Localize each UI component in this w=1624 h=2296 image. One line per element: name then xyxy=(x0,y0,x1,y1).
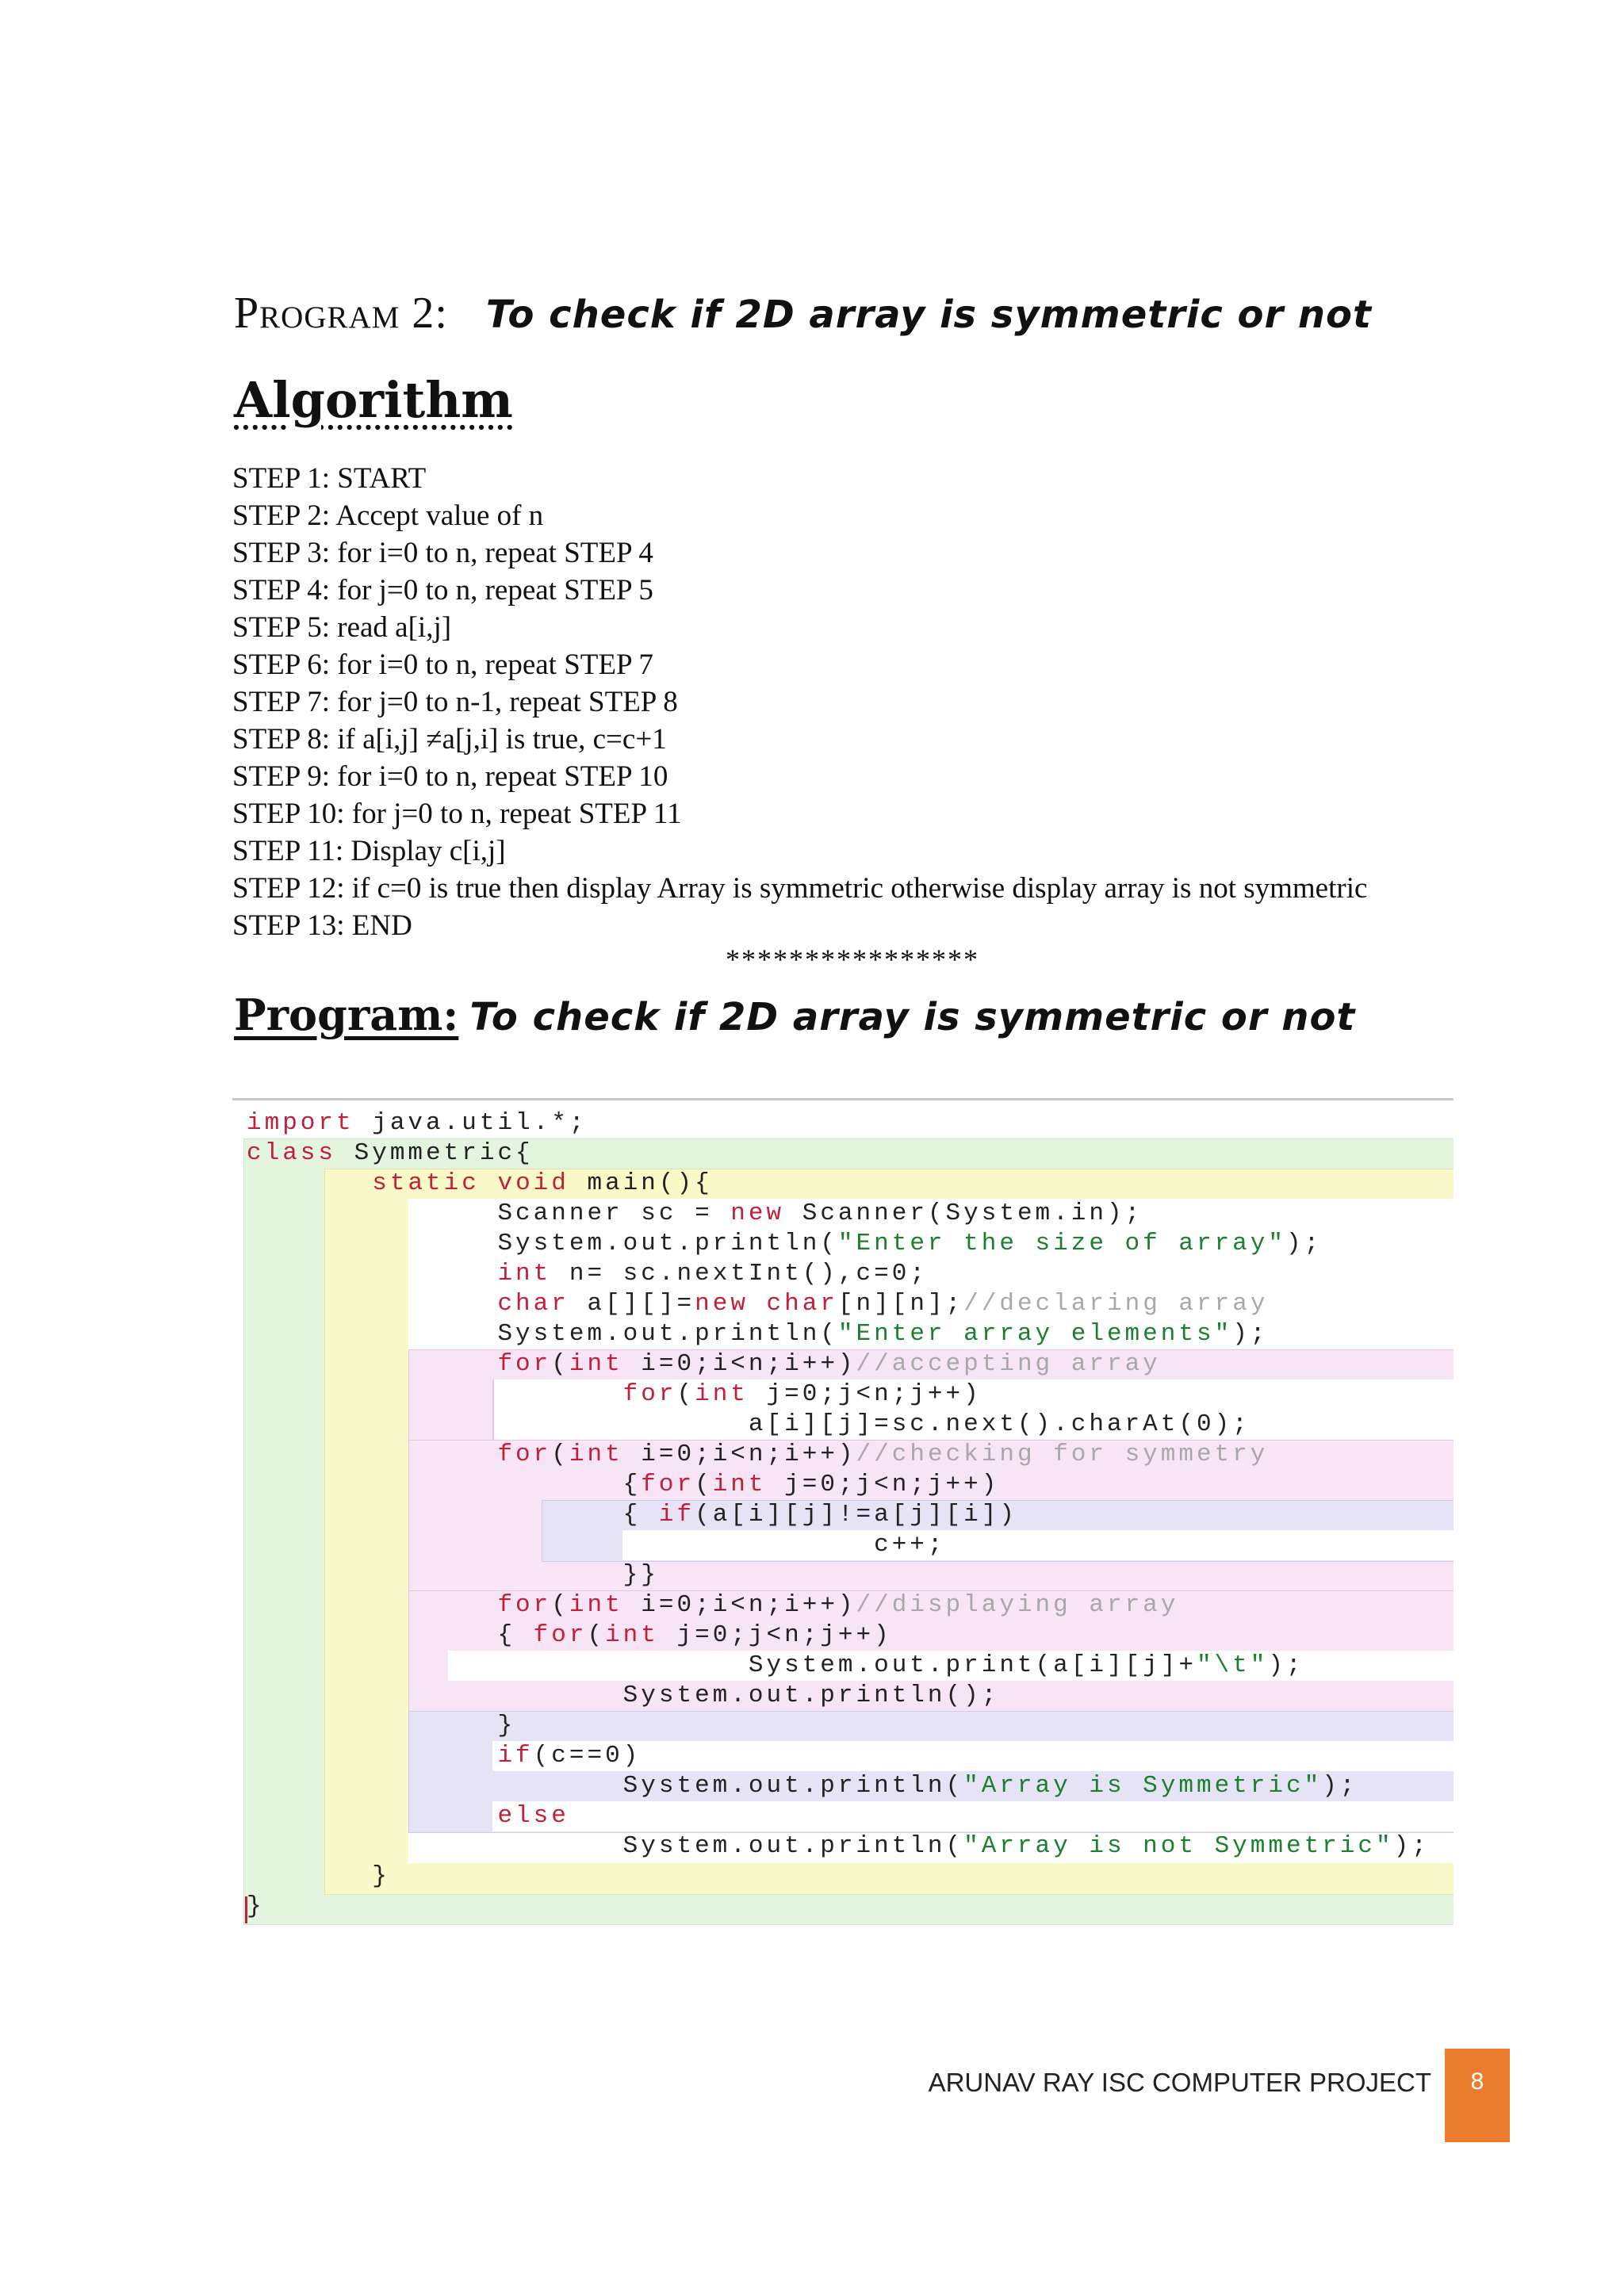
code-token: i=0;i<n;i++) xyxy=(622,1591,856,1619)
code-token: for xyxy=(641,1471,695,1498)
algorithm-step: STEP 12: if c=0 is true then display Array is symmetric otherwise display array is not symmetric xyxy=(232,872,1368,905)
code-token: System.out.println( xyxy=(247,1832,964,1860)
code-token: //accepting array xyxy=(856,1350,1161,1378)
algorithm-step: STEP 5: read a[i,j] xyxy=(232,611,452,644)
algorithm-step: STEP 7: for j=0 to n-1, repeat STEP 8 xyxy=(232,686,678,718)
code-token xyxy=(749,1290,767,1318)
program-label: Program: xyxy=(234,989,459,1040)
code-token: (a[i][j]!=a[j][i]) xyxy=(695,1501,1017,1529)
code-token: } xyxy=(247,1892,265,1920)
code-token: new xyxy=(695,1290,749,1318)
code-line xyxy=(247,1259,1430,1289)
code-token: [n][n]; xyxy=(837,1290,964,1318)
code-token: "Enter array elements" xyxy=(837,1320,1233,1348)
code-line xyxy=(247,1470,1430,1500)
code-token xyxy=(247,1742,497,1770)
program-heading-title: To check if 2D array is symmetric or not xyxy=(469,995,1356,1039)
code-token xyxy=(247,1802,497,1830)
code-token: for xyxy=(497,1591,552,1619)
code-token: import xyxy=(247,1109,354,1137)
program-heading xyxy=(234,983,1355,1047)
code-token: "Array is not Symmetric" xyxy=(963,1832,1394,1860)
code-token xyxy=(480,1169,498,1197)
code-line xyxy=(247,1410,1430,1440)
code-token: for xyxy=(622,1380,677,1408)
code-token: Scanner sc = xyxy=(247,1200,731,1227)
code-line xyxy=(247,1289,1430,1319)
algorithm-step: STEP 6: for i=0 to n, repeat STEP 7 xyxy=(232,649,653,681)
code-token: } xyxy=(247,1712,516,1739)
code-line xyxy=(247,1621,1430,1651)
code-token: static xyxy=(372,1169,480,1197)
code-token: ); xyxy=(1268,1651,1304,1679)
code-token: if xyxy=(497,1742,534,1770)
code-token: ); xyxy=(1393,1832,1430,1860)
code-line xyxy=(247,1711,1430,1741)
code-token: System.out.println( xyxy=(247,1230,838,1257)
code-token: main(){ xyxy=(569,1169,713,1197)
algorithm-step: STEP 4: for j=0 to n, repeat STEP 5 xyxy=(232,574,653,607)
code-token: int xyxy=(569,1441,623,1468)
code-token: class xyxy=(247,1139,337,1167)
algorithm-step: STEP 10: for j=0 to n, repeat STEP 11 xyxy=(232,798,682,830)
code-token: for xyxy=(533,1621,588,1649)
code-line xyxy=(247,1380,1430,1410)
code-token: "\t" xyxy=(1196,1651,1269,1679)
code-token: ); xyxy=(1285,1230,1323,1257)
code-token: for xyxy=(497,1441,552,1468)
code-token: char xyxy=(497,1290,569,1318)
code-line xyxy=(247,1801,1430,1831)
code-token: j=0;j<n;j++) xyxy=(748,1380,982,1408)
code-token: j=0;j<n;j++) xyxy=(658,1621,892,1649)
code-token: Symmetric{ xyxy=(336,1139,534,1167)
code-token: //declaring array xyxy=(963,1290,1269,1318)
code-line xyxy=(247,1651,1430,1681)
code-token: int xyxy=(497,1260,552,1288)
code-token: n= sc.nextInt(),c=0; xyxy=(551,1260,928,1288)
code-token: i=0;i<n;i++) xyxy=(622,1441,856,1468)
code-line xyxy=(247,1590,1430,1621)
algorithm-step: STEP 3: for i=0 to n, repeat STEP 4 xyxy=(232,537,653,569)
code-line xyxy=(247,1319,1430,1349)
code-token: ( xyxy=(587,1621,606,1649)
code-line xyxy=(247,1440,1430,1470)
separator-stars: **************** xyxy=(726,943,979,975)
page-number-badge: 8 xyxy=(1445,2049,1510,2142)
code-line xyxy=(247,1108,1430,1138)
code-line xyxy=(247,1169,1430,1199)
code-token: //checking for symmetry xyxy=(856,1441,1269,1468)
code-token: ); xyxy=(1322,1772,1358,1800)
code-line xyxy=(247,1138,1430,1169)
code-token: Scanner(System.in); xyxy=(784,1200,1143,1227)
code-line xyxy=(247,1199,1430,1229)
code-token: //displaying array xyxy=(856,1591,1179,1619)
code-line xyxy=(247,1741,1430,1771)
algorithm-step: STEP 11: Display c[i,j] xyxy=(232,835,506,867)
program-number: Program 2: xyxy=(234,289,448,338)
code-line xyxy=(247,1681,1430,1711)
code-token: char xyxy=(766,1290,838,1318)
code-token: a[][]= xyxy=(569,1290,695,1318)
code-line xyxy=(247,1560,1430,1590)
code-token: ( xyxy=(551,1350,569,1378)
algorithm-step: STEP 9: for i=0 to n, repeat STEP 10 xyxy=(232,760,668,793)
code-token xyxy=(247,1260,497,1288)
algorithm-heading: Algorithm xyxy=(234,371,513,429)
code-line xyxy=(247,1500,1430,1530)
algorithm-step: STEP 8: if a[i,j] ≠a[j,i] is true, c=c+1 xyxy=(232,723,667,756)
page-title xyxy=(234,281,1582,345)
code-token: if xyxy=(658,1501,695,1529)
code-token: System.out.println(); xyxy=(247,1682,1000,1709)
code-token: i=0;i<n;i++) xyxy=(622,1350,856,1378)
code-token: System.out.println( xyxy=(247,1320,838,1348)
code-line xyxy=(247,1771,1430,1801)
algorithm-step: STEP 13: END xyxy=(232,909,412,942)
code-line xyxy=(247,1530,1430,1560)
code-listing xyxy=(247,1108,1430,1922)
code-token: int xyxy=(695,1380,749,1408)
code-token: else xyxy=(497,1802,569,1830)
code-token: new xyxy=(730,1200,785,1227)
code-token: }} xyxy=(247,1561,659,1589)
algorithm-step: STEP 1: START xyxy=(232,462,427,495)
code-token: int xyxy=(712,1471,767,1498)
code-token xyxy=(247,1290,497,1318)
code-token: } xyxy=(247,1862,390,1890)
code-token: { xyxy=(247,1621,534,1649)
code-line xyxy=(247,1831,1430,1862)
code-token: void xyxy=(497,1169,569,1197)
code-token: int xyxy=(569,1350,623,1378)
code-token xyxy=(247,1169,372,1197)
code-token xyxy=(247,1591,497,1619)
code-screenshot xyxy=(232,1098,1454,1927)
code-token xyxy=(247,1441,497,1468)
code-line xyxy=(247,1229,1430,1259)
code-line xyxy=(247,1892,1430,1922)
code-token: ); xyxy=(1232,1320,1269,1348)
code-line xyxy=(247,1349,1430,1380)
code-token: ( xyxy=(695,1471,713,1498)
code-token: ( xyxy=(551,1441,569,1468)
code-token: "Enter the size of array" xyxy=(837,1230,1286,1257)
algorithm-steps xyxy=(232,460,1580,944)
code-token: j=0;j<n;j++) xyxy=(766,1471,1000,1498)
code-token: int xyxy=(569,1591,623,1619)
code-token: for xyxy=(497,1350,552,1378)
code-token: int xyxy=(605,1621,659,1649)
code-token: System.out.print(a[i][j]+ xyxy=(247,1651,1197,1679)
footer-text: ARUNAV RAY ISC COMPUTER PROJECT xyxy=(928,2068,1431,2097)
code-token: "Array is Symmetric" xyxy=(963,1772,1323,1800)
algorithm-step: STEP 2: Accept value of n xyxy=(232,499,544,532)
code-token: a[i][j]=sc.next().charAt(0); xyxy=(247,1410,1251,1438)
code-token: System.out.println( xyxy=(247,1772,964,1800)
code-token: java.util.*; xyxy=(354,1109,588,1137)
code-token: { xyxy=(247,1501,659,1529)
code-token: { xyxy=(247,1471,642,1498)
code-token: ( xyxy=(676,1380,695,1408)
program-title: To check if 2D array is symmetric or not xyxy=(485,293,1372,337)
code-token xyxy=(247,1350,497,1378)
code-line xyxy=(247,1862,1430,1892)
code-token: c++; xyxy=(247,1531,946,1559)
code-token: (c==0) xyxy=(533,1742,642,1770)
code-token: ( xyxy=(551,1591,569,1619)
code-token xyxy=(247,1380,623,1408)
